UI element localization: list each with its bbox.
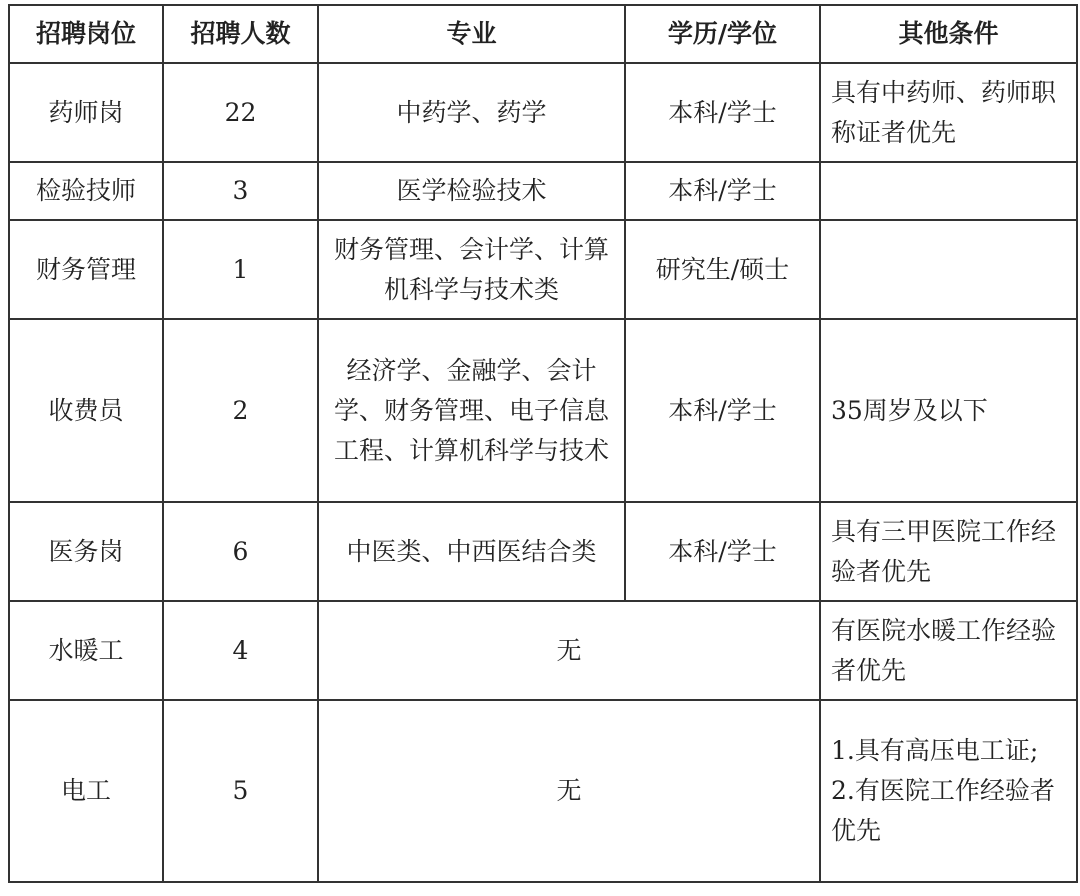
cell-count: 22 <box>163 63 318 162</box>
cell-degree: 本科/学士 <box>625 502 820 601</box>
cell-degree: 研究生/硕士 <box>625 220 820 319</box>
cell-other <box>820 220 1077 319</box>
header-other: 其他条件 <box>820 5 1077 63</box>
cell-major: 经济学、金融学、会计学、财务管理、电子信息工程、计算机科学与技术 <box>318 319 625 502</box>
cell-other <box>820 162 1077 220</box>
header-count: 招聘人数 <box>163 5 318 63</box>
header-position: 招聘岗位 <box>9 5 163 63</box>
cell-count: 3 <box>163 162 318 220</box>
cell-count: 1 <box>163 220 318 319</box>
cell-count: 4 <box>163 601 318 700</box>
cell-major: 中药学、药学 <box>318 63 625 162</box>
cell-count: 2 <box>163 319 318 502</box>
cell-major: 医学检验技术 <box>318 162 625 220</box>
table-row <box>9 700 1077 882</box>
cell-degree: 本科/学士 <box>625 319 820 502</box>
cell-position: 检验技师 <box>9 162 163 220</box>
table-header-row <box>9 5 1077 63</box>
cell-other: 具有中药师、药师职称证者优先 <box>820 63 1077 162</box>
header-major: 专业 <box>318 5 625 63</box>
cell-count: 6 <box>163 502 318 601</box>
table-row <box>9 319 1077 502</box>
table-row <box>9 601 1077 700</box>
cell-major: 财务管理、会计学、计算机科学与技术类 <box>318 220 625 319</box>
header-degree: 学历/学位 <box>625 5 820 63</box>
table-row <box>9 162 1077 220</box>
cell-count: 5 <box>163 700 318 882</box>
cell-degree: 本科/学士 <box>625 162 820 220</box>
cell-position: 医务岗 <box>9 502 163 601</box>
table-row <box>9 220 1077 319</box>
cell-other <box>820 700 1077 882</box>
cell-position: 电工 <box>9 700 163 882</box>
cell-major: 中医类、中西医结合类 <box>318 502 625 601</box>
cell-other: 有医院水暖工作经验者优先 <box>820 601 1077 700</box>
table-row <box>9 502 1077 601</box>
cell-other: 具有三甲医院工作经验者优先 <box>820 502 1077 601</box>
cell-position: 收费员 <box>9 319 163 502</box>
other-condition-line-2: 2.有医院工作经验者优先 <box>831 776 1055 845</box>
cell-position: 药师岗 <box>9 63 163 162</box>
cell-degree: 本科/学士 <box>625 63 820 162</box>
other-condition-line-1: 1.具有高压电工证; <box>831 736 1039 765</box>
table-row <box>9 63 1077 162</box>
cell-position: 财务管理 <box>9 220 163 319</box>
recruitment-table <box>8 4 1078 883</box>
cell-major-degree-merged: 无 <box>318 601 820 700</box>
cell-major-degree-merged: 无 <box>318 700 820 882</box>
cell-other: 35周岁及以下 <box>820 319 1077 502</box>
cell-position: 水暖工 <box>9 601 163 700</box>
